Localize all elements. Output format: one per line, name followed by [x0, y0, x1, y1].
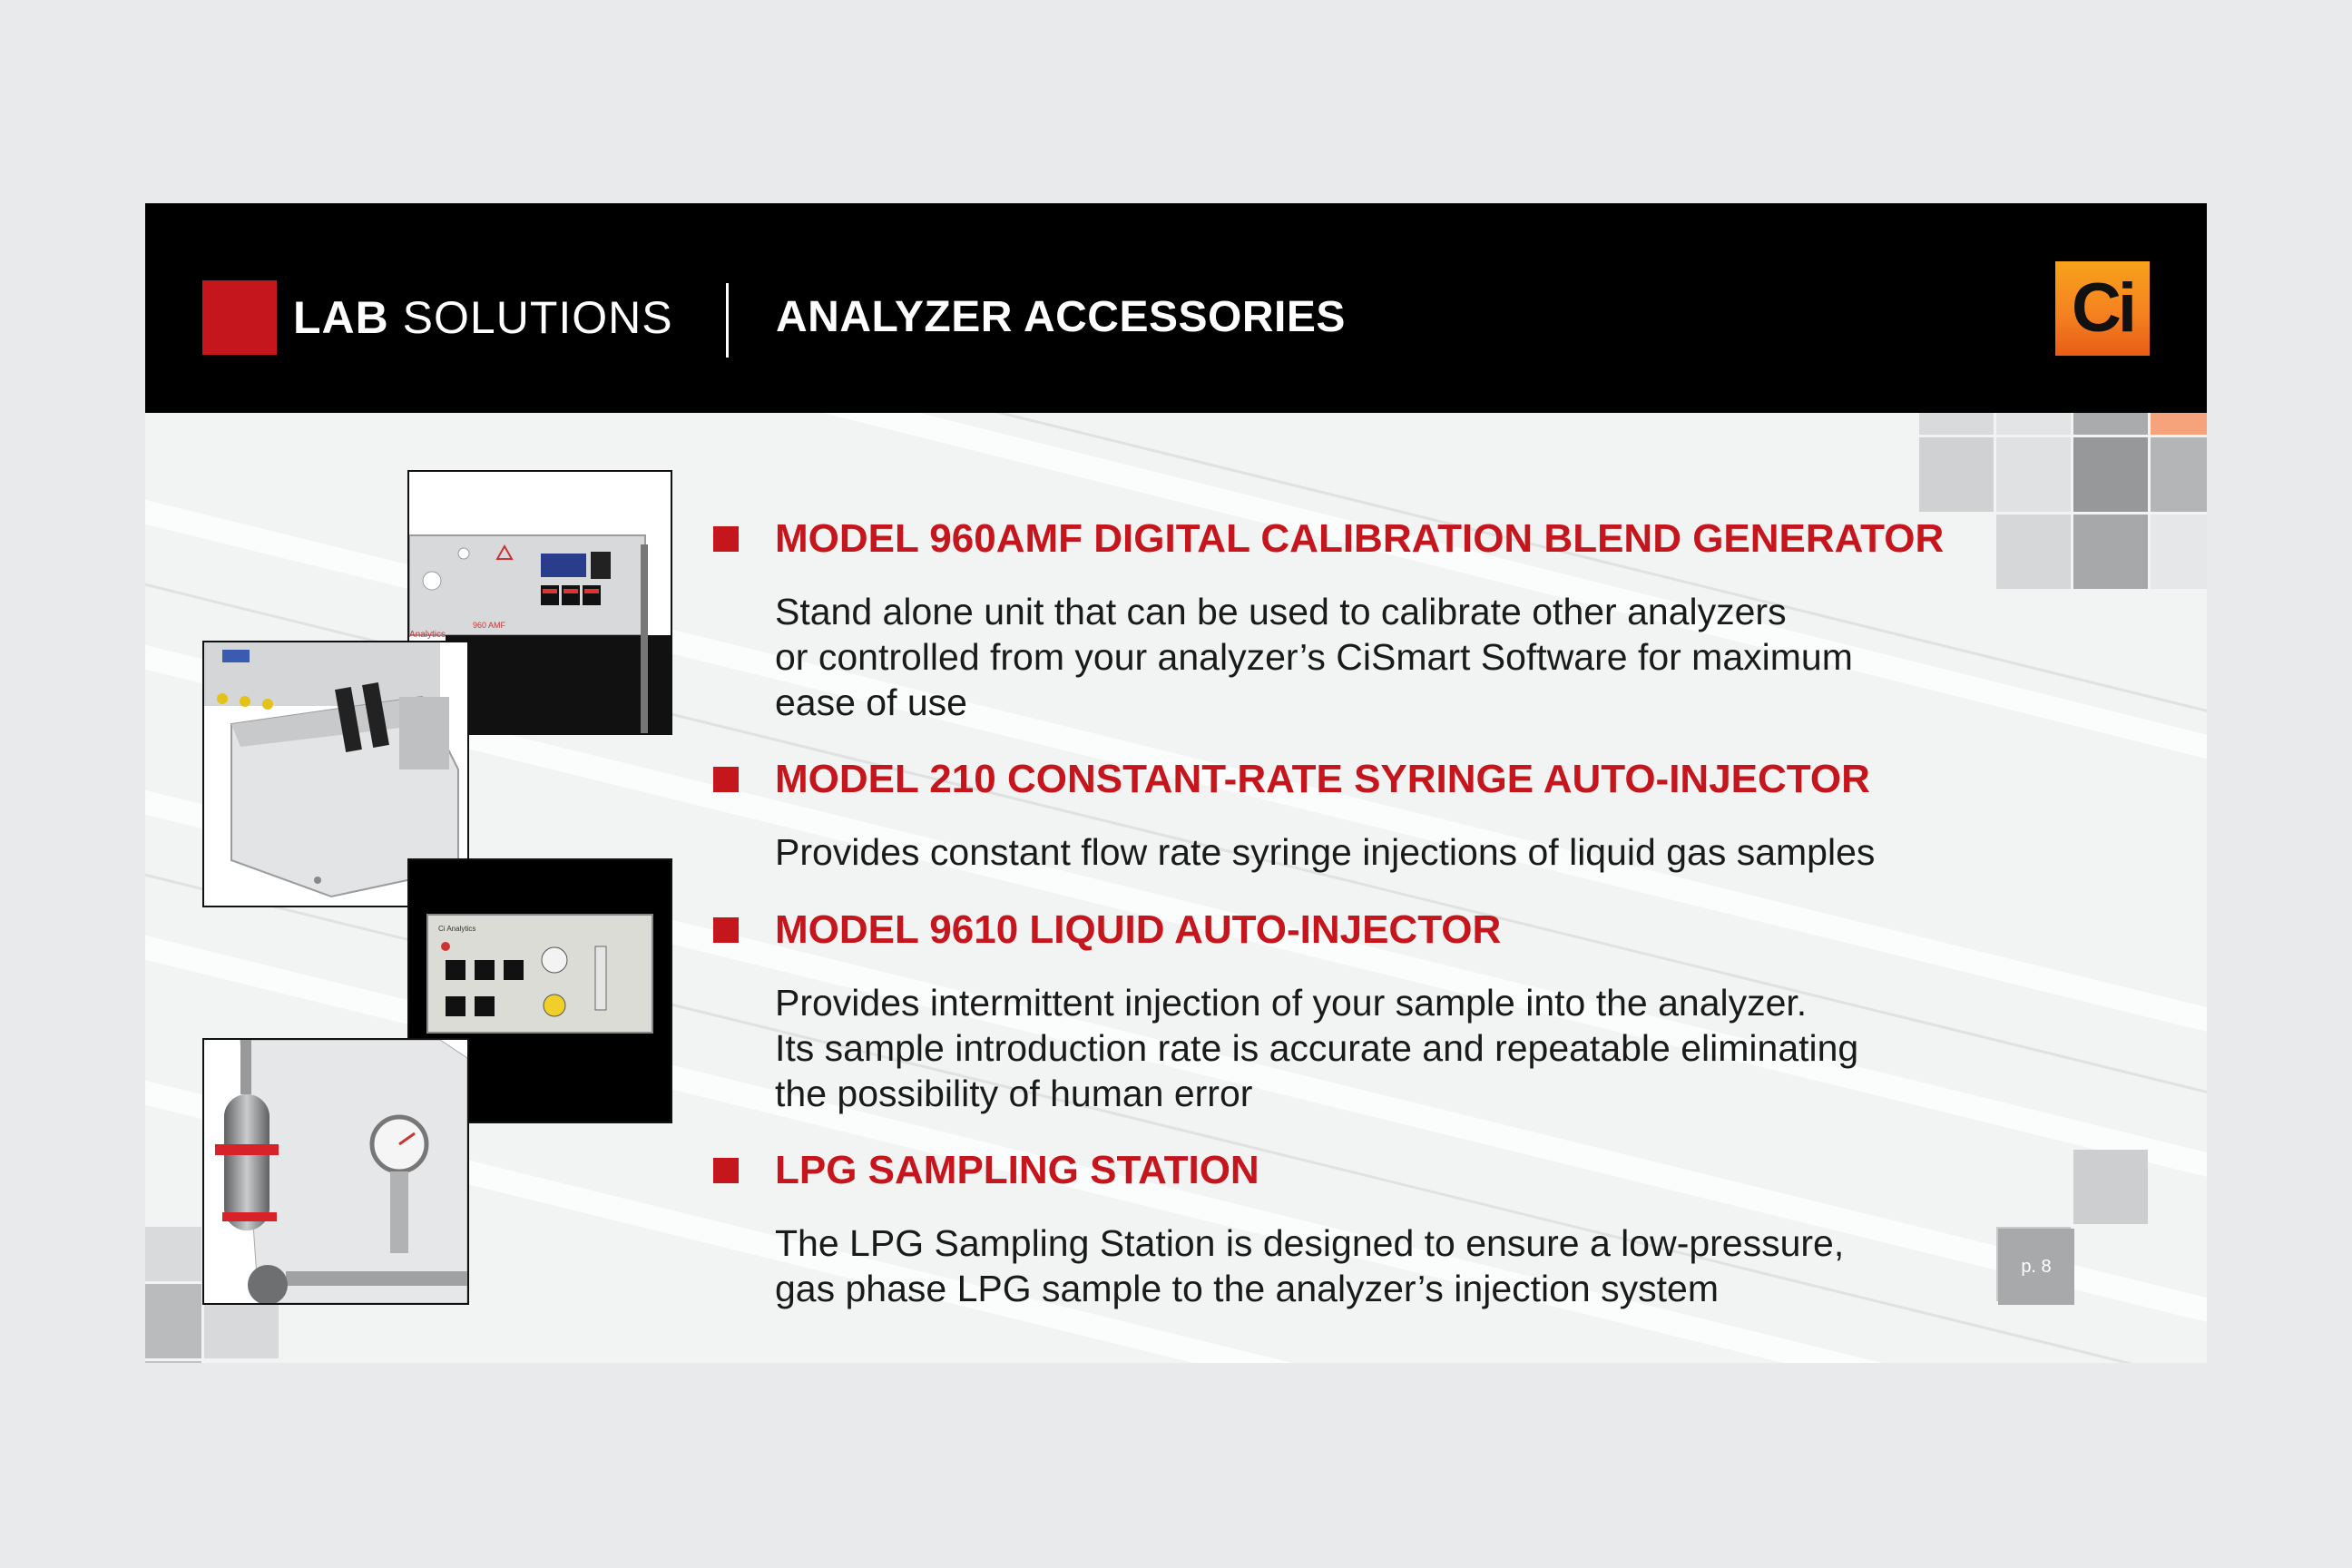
- header-divider: [726, 283, 729, 358]
- brand-logo-square: [202, 280, 277, 355]
- item-title-lpg-station: LPG SAMPLING STATION: [775, 1148, 1259, 1192]
- item-desc-line: Stand alone unit that can be used to calibrate other analyzers: [775, 591, 1787, 632]
- brand-name-bold: LAB: [293, 292, 389, 343]
- item-title-model-9610: MODEL 9610 LIQUID AUTO-INJECTOR: [775, 907, 1502, 952]
- item-desc-line: ease of use: [775, 681, 967, 723]
- item-desc-line: gas phase LPG sample to the analyzer’s injection system: [775, 1268, 1719, 1309]
- photo-lpg-station: [202, 1038, 469, 1305]
- bullet-icon: [713, 767, 739, 792]
- item-title-960amf: MODEL 960AMF DIGITAL CALIBRATION BLEND GENERATOR: [775, 516, 1945, 561]
- bullet-icon: [713, 917, 739, 943]
- bullet-icon: [713, 526, 739, 552]
- slide: [145, 203, 2207, 1363]
- item-title-model-210: MODEL 210 CONSTANT-RATE SYRINGE AUTO-INJECTOR: [775, 757, 1870, 801]
- item-desc-line: the possibility of human error: [775, 1073, 1253, 1114]
- photo-960amf-model-label: 960 AMF: [473, 621, 506, 630]
- section-title: ANALYZER ACCESSORIES: [776, 293, 1346, 341]
- photo-960amf-brand-label: Analytics: [409, 630, 446, 640]
- brand-name-light: SOLUTIONS: [388, 292, 673, 343]
- item-desc-line: or controlled from your analyzer’s CiSmart Software for maximum: [775, 636, 1853, 678]
- header-bar: [145, 203, 2207, 413]
- photo-lpg-station-image: [204, 1040, 467, 1303]
- item-desc-line: The LPG Sampling Station is designed to ensure a low-pressure,: [775, 1222, 1845, 1264]
- bullet-icon: [713, 1158, 739, 1183]
- photo-model-9610-brand-label: Ci Analytics: [438, 925, 476, 933]
- ci-logo: Ci: [2055, 261, 2150, 356]
- item-desc-line: Provides constant flow rate syringe injections of liquid gas samples: [775, 831, 1876, 873]
- brand-name: [293, 286, 673, 349]
- item-desc-line: Its sample introduction rate is accurate and repeatable eliminating: [775, 1027, 1859, 1069]
- page-number: p. 8: [1998, 1229, 2074, 1305]
- item-desc-line: Provides intermittent injection of your sample into the analyzer.: [775, 982, 1808, 1024]
